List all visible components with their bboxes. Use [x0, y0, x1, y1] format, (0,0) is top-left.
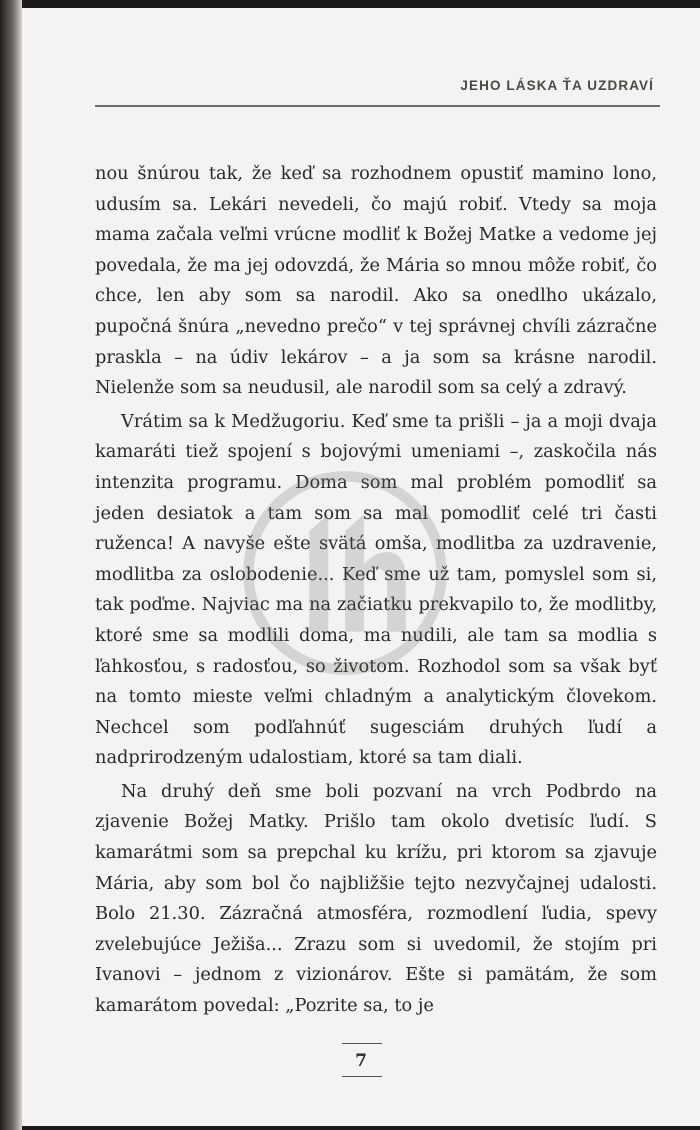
paragraph-2: Vrátim sa k Medžugoriu. Keď sme ta prišli – ja a moji dvaja kamaráti tiež spojení s bojovými umeniami –, zaskočila nás intenzita programu. Doma som mal problém pomodliť sa jeden desiatok a tam som sa mal pomodliť celé tri časti ruženca! A navyše ešte svätá omša, modlitba za uzdravenie, modlitba za oslobodenie... Keď sme už tam, pomyslel som si, tak poďme. Najviac ma na začiatku prekvapilo to, že modlitby, ktoré sme sa modlili doma, ma nudili, ale tam sa modlia s ľahkosťou, s radosťou, so životom. Rozhodol som sa však byť na tomto mieste veľmi chladným a analytickým človekom. Nechcel som podľahnúť sugesciám druhých ľudí a nadprirodzeným udalostiam, ktoré sa tam diali. — [95, 410, 657, 769]
running-header: JEHO LÁSKA ŤA UZDRAVÍ — [460, 78, 654, 93]
page-number: 7 — [355, 1051, 367, 1071]
book-page — [22, 8, 700, 1126]
paragraph-3: Na druhý deň sme boli pozvaní na vrch Podbrdo na zjavenie Božej Matky. Prišlo tam okolo dvetisíc ľudí. S kamarátmi som sa prepchal ku krížu, pri ktorom sa zjavuje Mária, aby som bol čo najbližšie tejto nezvyčajnej udalosti. Bolo 21.30. Zázračná atmosféra, rozmodlení ľudia, spevy zvelebujúce Ježiša... Zrazu som si uvedomil, že stojím pri Ivanovi – jednom z vizionárov. Ešte si pamätám, že som kamarátom povedal: „Pozrite sa, to je — [95, 780, 657, 1017]
header-rule — [95, 105, 660, 107]
book-spine-shadow — [0, 0, 22, 1130]
paragraph-1: nou šnúrou tak, že keď sa rozhodnem opustiť mamino lono, udusím sa. Lekári nevedeli, čo majú robiť. Vtedy sa moja mama začala veľmi vrúcne modliť k Božej Matke a vedome jej povedala, že ma jej odovzdá, že Mária so mnou môže robiť, čo chce, len aby som sa narodil. Ako sa onedlho ukázalo, pupočná šnúra „nevedno prečo“ v tej správnej chvíli zázračne praskla – na údiv lekárov – a ja som sa krásne narodil. Nielenže som sa neudusil, ale narodil som sa celý a zdravý. — [95, 163, 657, 399]
page-body — [95, 159, 657, 1022]
page-number-rule-bottom — [342, 1076, 382, 1077]
page-number-rule-top — [342, 1043, 382, 1044]
